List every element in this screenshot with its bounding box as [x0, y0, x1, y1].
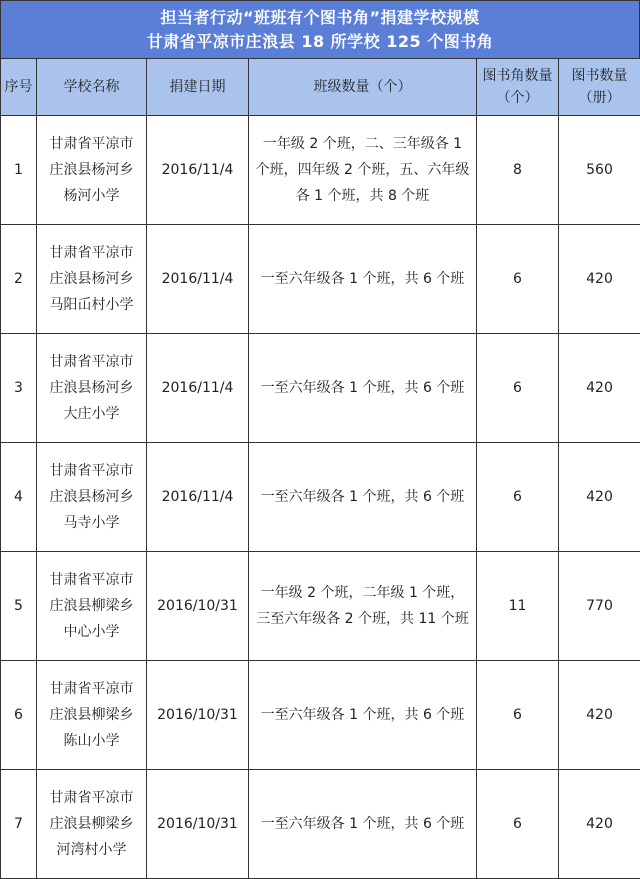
cell-index: 2 [1, 225, 37, 334]
cell-books: 420 [559, 334, 640, 443]
table-row [1, 443, 640, 552]
cell-classes: 一至六年级各 1 个班，共 6 个班 [249, 661, 477, 770]
header-corners: 图书角数量（个） [477, 59, 559, 116]
cell-corners: 11 [477, 552, 559, 661]
cell-date: 2016/10/31 [147, 552, 249, 661]
cell-date: 2016/10/31 [147, 770, 249, 879]
banner-title-line2: 甘肃省平凉市庄浪县 18 所学校 125 个图书角 [1, 30, 639, 54]
cell-classes: 一至六年级各 1 个班，共 6 个班 [249, 443, 477, 552]
cell-date: 2016/11/4 [147, 225, 249, 334]
cell-books: 420 [559, 443, 640, 552]
table-banner [0, 0, 640, 58]
table-row [1, 334, 640, 443]
cell-school: 甘肃省平凉市庄浪县柳梁乡陈山小学 [37, 661, 147, 770]
cell-books: 770 [559, 552, 640, 661]
table-row [1, 661, 640, 770]
header-date: 捐建日期 [147, 59, 249, 116]
schools-table [0, 58, 640, 879]
cell-classes: 一年级 2 个班，二年级 1 个班，三至六年级各 2 个班，共 11 个班 [249, 552, 477, 661]
cell-school: 甘肃省平凉市庄浪县杨河乡马寺小学 [37, 443, 147, 552]
cell-school: 甘肃省平凉市庄浪县柳梁乡中心小学 [37, 552, 147, 661]
cell-corners: 8 [477, 116, 559, 225]
cell-index: 5 [1, 552, 37, 661]
cell-books: 420 [559, 770, 640, 879]
table-row [1, 225, 640, 334]
cell-books: 560 [559, 116, 640, 225]
cell-classes: 一年级 2 个班，二、三年级各 1 个班，四年级 2 个班，五、六年级各 1 个班，共 8 个班 [249, 116, 477, 225]
cell-books: 420 [559, 661, 640, 770]
cell-school: 甘肃省平凉市庄浪县杨河乡马阳屲村小学 [37, 225, 147, 334]
banner-title-line1: 担当者行动“班班有个图书角”捐建学校规模 [1, 6, 639, 30]
table-row [1, 116, 640, 225]
cell-index: 6 [1, 661, 37, 770]
cell-index: 3 [1, 334, 37, 443]
cell-date: 2016/11/4 [147, 443, 249, 552]
header-classes: 班级数量（个） [249, 59, 477, 116]
cell-date: 2016/10/31 [147, 661, 249, 770]
table-row [1, 552, 640, 661]
cell-school: 甘肃省平凉市庄浪县杨河乡大庄小学 [37, 334, 147, 443]
cell-corners: 6 [477, 443, 559, 552]
table-row [1, 770, 640, 879]
cell-corners: 6 [477, 661, 559, 770]
cell-index: 4 [1, 443, 37, 552]
header-school: 学校名称 [37, 59, 147, 116]
cell-corners: 6 [477, 225, 559, 334]
cell-classes: 一至六年级各 1 个班，共 6 个班 [249, 334, 477, 443]
cell-corners: 6 [477, 770, 559, 879]
cell-classes: 一至六年级各 1 个班，共 6 个班 [249, 225, 477, 334]
cell-classes: 一至六年级各 1 个班，共 6 个班 [249, 770, 477, 879]
cell-school: 甘肃省平凉市庄浪县杨河乡杨河小学 [37, 116, 147, 225]
header-books: 图书数量（册） [559, 59, 640, 116]
header-index: 序号 [1, 59, 37, 116]
cell-index: 1 [1, 116, 37, 225]
cell-index: 7 [1, 770, 37, 879]
cell-date: 2016/11/4 [147, 116, 249, 225]
cell-corners: 6 [477, 334, 559, 443]
cell-date: 2016/11/4 [147, 334, 249, 443]
cell-school: 甘肃省平凉市庄浪县柳梁乡河湾村小学 [37, 770, 147, 879]
cell-books: 420 [559, 225, 640, 334]
table-header-row [1, 59, 640, 116]
